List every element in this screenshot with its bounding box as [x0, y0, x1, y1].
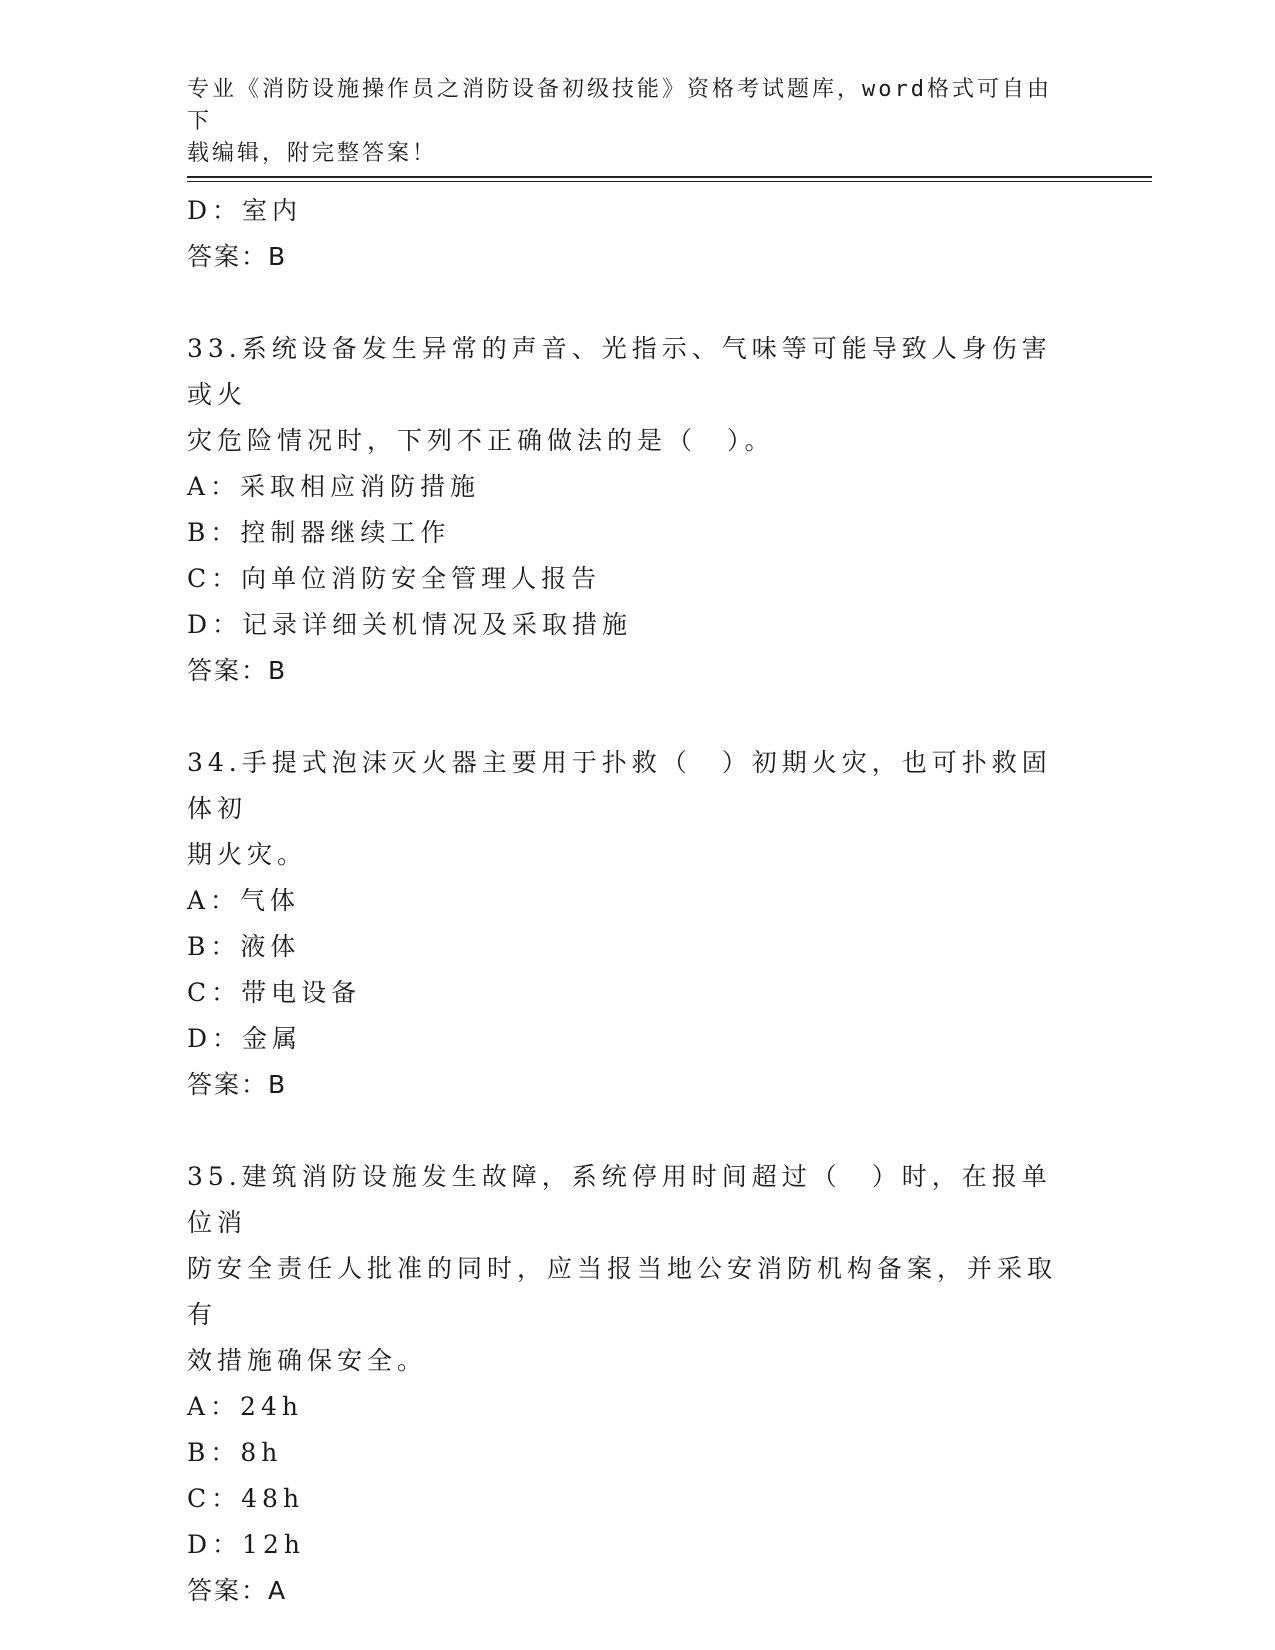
answer: 答案：A [187, 1576, 288, 1605]
option-c: C：48h [187, 1484, 305, 1513]
option-c: C：向单位消防安全管理人报告 [187, 564, 602, 593]
question-34 [187, 740, 1087, 1108]
answer: 答案：B [187, 1070, 288, 1099]
option-b: B：控制器继续工作 [187, 518, 451, 547]
option-a: A：24h [187, 1392, 303, 1421]
question-text-line: 期火灾。 [187, 840, 308, 869]
question-33 [187, 326, 1087, 694]
header-divider-thin [187, 181, 1152, 182]
question-content [187, 188, 1087, 1614]
header-line-1: 专业《消防设施操作员之消防设备初级技能》资格考试题库，word格式可自由下 [187, 77, 1052, 134]
option-a: A：采取相应消防措施 [187, 472, 481, 501]
question-text-line: 34.手提式泡沫灭火器主要用于扑救（ ）初期火灾，也可扑救固体初 [187, 748, 1052, 823]
answer: 答案：B [187, 242, 288, 271]
option-b: B：液体 [187, 932, 301, 961]
option-d: D：室内 [187, 196, 303, 225]
answer: 答案：B [187, 656, 288, 685]
option-c: C：带电设备 [187, 978, 362, 1007]
option-b: B：8h [187, 1438, 283, 1467]
question-text-line: 防安全责任人批准的同时，应当报当地公安消防机构备案，并采取有 [187, 1254, 1058, 1329]
question-text-line: 效措施确保安全。 [187, 1346, 428, 1375]
option-d: D：金属 [187, 1024, 303, 1053]
question-text-line: 33.系统设备发生异常的声音、光指示、气味等可能导致人身伤害或火 [187, 334, 1052, 409]
header-divider-thick [187, 176, 1152, 178]
option-d: D：12h [187, 1530, 305, 1559]
question-35 [187, 1154, 1087, 1614]
question-text-line: 35.建筑消防设施发生故障，系统停用时间超过（ ）时，在报单位消 [187, 1162, 1052, 1237]
option-d: D：记录详细关机情况及采取措施 [187, 610, 633, 639]
header-line-2: 载编辑，附完整答案！ [187, 141, 438, 166]
page-header [187, 74, 1067, 170]
option-a: A：气体 [187, 886, 301, 915]
question-text-line: 灾危险情况时，下列不正确做法的是（ ）。 [187, 426, 775, 455]
